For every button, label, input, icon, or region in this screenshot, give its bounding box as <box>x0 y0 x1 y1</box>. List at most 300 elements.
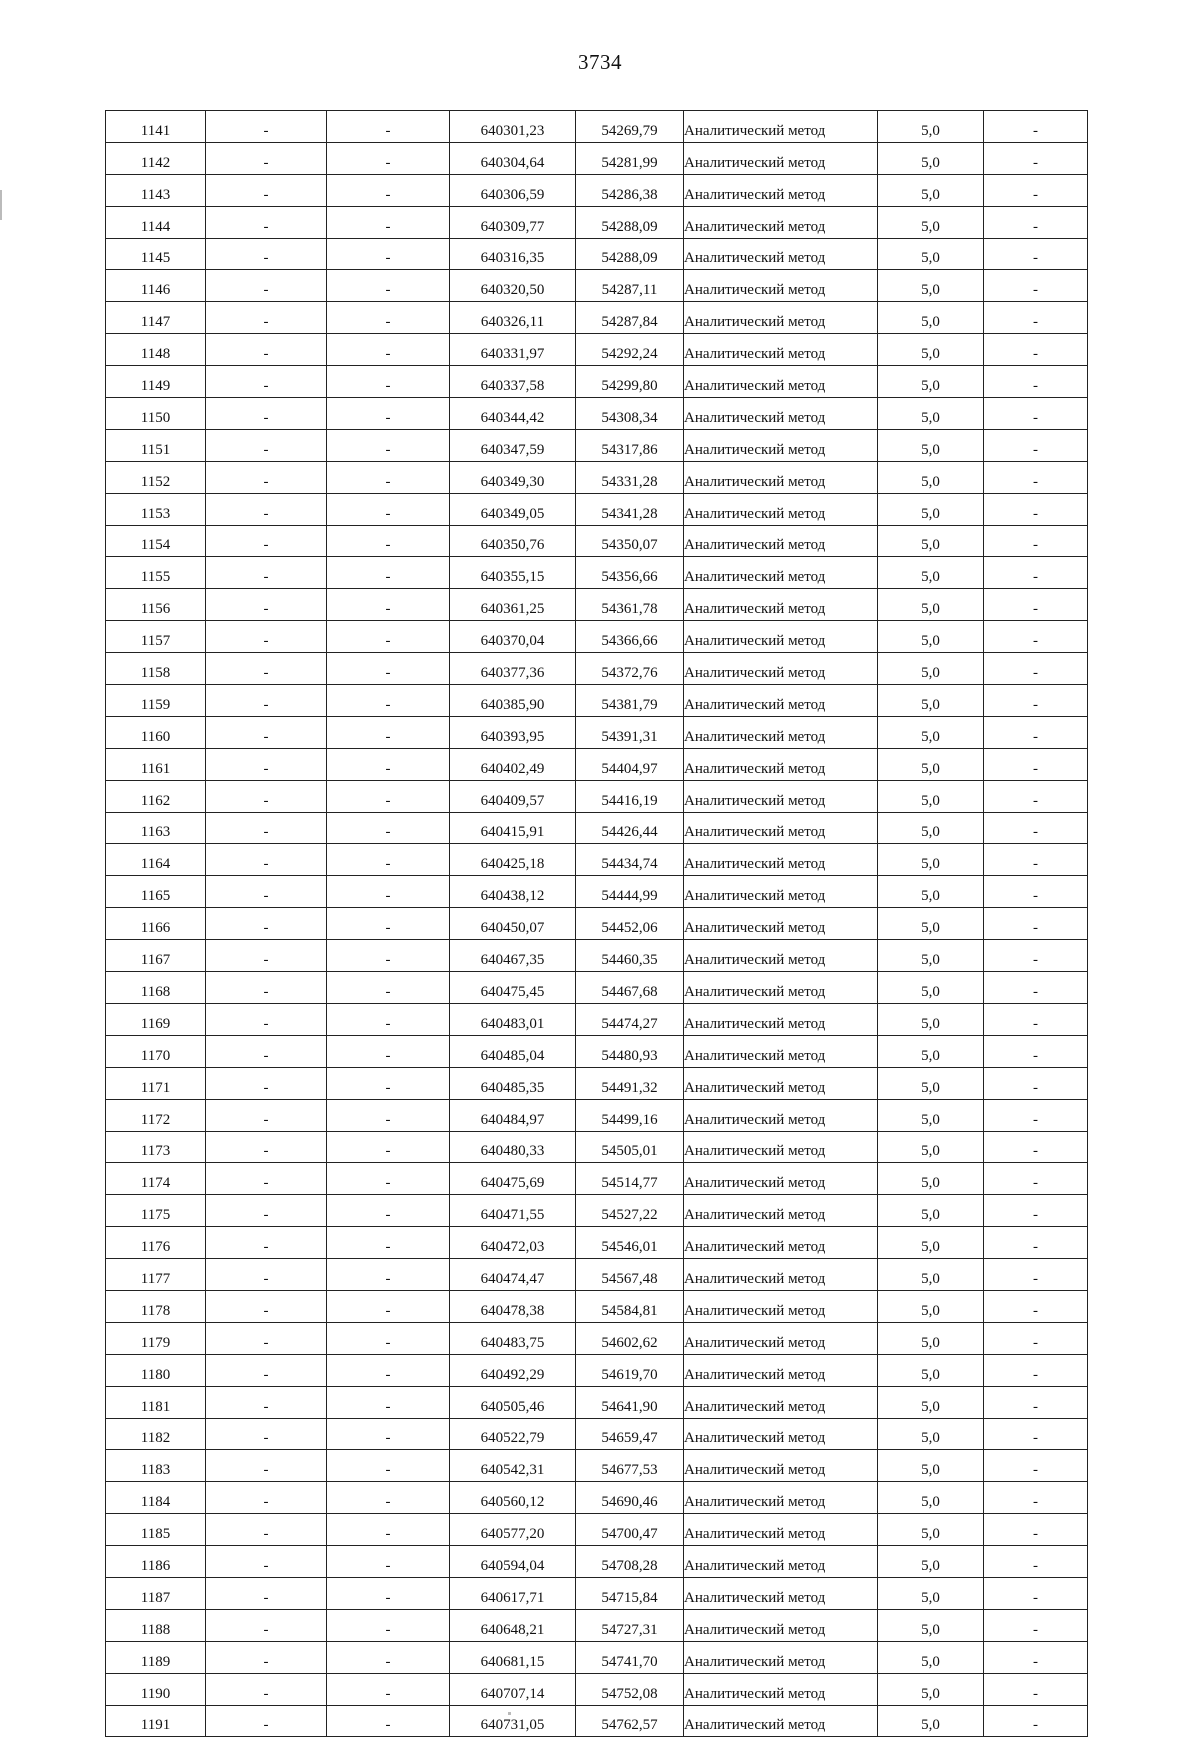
y-coordinate-cell: 54341,28 <box>576 493 684 525</box>
method-cell: Аналитический метод <box>684 1099 878 1131</box>
accuracy-cell: 5,0 <box>878 1099 984 1131</box>
y-coordinate-cell: 54292,24 <box>576 334 684 366</box>
x-coordinate-cell: 640560,12 <box>450 1482 576 1514</box>
table-row <box>106 398 1088 430</box>
method-cell: Аналитический метод <box>684 1227 878 1259</box>
x-coordinate-cell: 640301,23 <box>450 111 576 143</box>
y-coordinate-cell: 54480,93 <box>576 1035 684 1067</box>
point-number-cell: 1155 <box>106 557 206 589</box>
table-row <box>106 429 1088 461</box>
x-coordinate-cell: 640347,59 <box>450 429 576 461</box>
col2-cell: - <box>206 621 327 653</box>
table-row <box>106 206 1088 238</box>
col2-cell: - <box>206 1418 327 1450</box>
col3-cell: - <box>327 1195 450 1227</box>
col8-cell: - <box>984 972 1088 1004</box>
col3-cell: - <box>327 557 450 589</box>
x-coordinate-cell: 640393,95 <box>450 716 576 748</box>
col3-cell: - <box>327 1386 450 1418</box>
col8-cell: - <box>984 1641 1088 1673</box>
col8-cell: - <box>984 876 1088 908</box>
point-number-cell: 1152 <box>106 461 206 493</box>
method-cell: Аналитический метод <box>684 844 878 876</box>
col3-cell: - <box>327 111 450 143</box>
point-number-cell: 1151 <box>106 429 206 461</box>
table-row <box>106 1322 1088 1354</box>
y-coordinate-cell: 54426,44 <box>576 812 684 844</box>
method-cell: Аналитический метод <box>684 621 878 653</box>
col8-cell: - <box>984 716 1088 748</box>
y-coordinate-cell: 54741,70 <box>576 1641 684 1673</box>
accuracy-cell: 5,0 <box>878 270 984 302</box>
point-number-cell: 1190 <box>106 1673 206 1705</box>
col8-cell: - <box>984 1514 1088 1546</box>
col2-cell: - <box>206 1131 327 1163</box>
y-coordinate-cell: 54752,08 <box>576 1673 684 1705</box>
col8-cell: - <box>984 174 1088 206</box>
accuracy-cell: 5,0 <box>878 685 984 717</box>
y-coordinate-cell: 54269,79 <box>576 111 684 143</box>
x-coordinate-cell: 640522,79 <box>450 1418 576 1450</box>
x-coordinate-cell: 640409,57 <box>450 780 576 812</box>
accuracy-cell: 5,0 <box>878 1227 984 1259</box>
col3-cell: - <box>327 1514 450 1546</box>
y-coordinate-cell: 54381,79 <box>576 685 684 717</box>
method-cell: Аналитический метод <box>684 1482 878 1514</box>
col8-cell: - <box>984 334 1088 366</box>
x-coordinate-cell: 640361,25 <box>450 589 576 621</box>
accuracy-cell: 5,0 <box>878 1609 984 1641</box>
point-number-cell: 1171 <box>106 1067 206 1099</box>
y-coordinate-cell: 54584,81 <box>576 1290 684 1322</box>
point-number-cell: 1156 <box>106 589 206 621</box>
table-row <box>106 461 1088 493</box>
x-coordinate-cell: 640478,38 <box>450 1290 576 1322</box>
col2-cell: - <box>206 111 327 143</box>
y-coordinate-cell: 54499,16 <box>576 1099 684 1131</box>
x-coordinate-cell: 640415,91 <box>450 812 576 844</box>
col3-cell: - <box>327 206 450 238</box>
accuracy-cell: 5,0 <box>878 1514 984 1546</box>
point-number-cell: 1191 <box>106 1705 206 1737</box>
point-number-cell: 1141 <box>106 111 206 143</box>
col8-cell: - <box>984 1450 1088 1482</box>
table-row <box>106 1418 1088 1450</box>
y-coordinate-cell: 54416,19 <box>576 780 684 812</box>
table-row <box>106 621 1088 653</box>
method-cell: Аналитический метод <box>684 398 878 430</box>
table-row <box>106 525 1088 557</box>
accuracy-cell: 5,0 <box>878 716 984 748</box>
method-cell: Аналитический метод <box>684 429 878 461</box>
point-number-cell: 1167 <box>106 940 206 972</box>
table-row <box>106 1705 1088 1737</box>
col3-cell: - <box>327 1259 450 1291</box>
x-coordinate-cell: 640484,97 <box>450 1099 576 1131</box>
col8-cell: - <box>984 1259 1088 1291</box>
col3-cell: - <box>327 1673 450 1705</box>
table-row <box>106 1609 1088 1641</box>
col2-cell: - <box>206 1450 327 1482</box>
table-row <box>106 1482 1088 1514</box>
x-coordinate-cell: 640425,18 <box>450 844 576 876</box>
accuracy-cell: 5,0 <box>878 1035 984 1067</box>
method-cell: Аналитический метод <box>684 111 878 143</box>
point-number-cell: 1170 <box>106 1035 206 1067</box>
method-cell: Аналитический метод <box>684 812 878 844</box>
col3-cell: - <box>327 1609 450 1641</box>
accuracy-cell: 5,0 <box>878 748 984 780</box>
y-coordinate-cell: 54727,31 <box>576 1609 684 1641</box>
col3-cell: - <box>327 1450 450 1482</box>
point-number-cell: 1178 <box>106 1290 206 1322</box>
y-coordinate-cell: 54317,86 <box>576 429 684 461</box>
point-number-cell: 1148 <box>106 334 206 366</box>
col2-cell: - <box>206 1577 327 1609</box>
x-coordinate-cell: 640471,55 <box>450 1195 576 1227</box>
method-cell: Аналитический метод <box>684 716 878 748</box>
col8-cell: - <box>984 1099 1088 1131</box>
table-row <box>106 1067 1088 1099</box>
col3-cell: - <box>327 876 450 908</box>
point-number-cell: 1182 <box>106 1418 206 1450</box>
method-cell: Аналитический метод <box>684 366 878 398</box>
accuracy-cell: 5,0 <box>878 1163 984 1195</box>
accuracy-cell: 5,0 <box>878 1450 984 1482</box>
accuracy-cell: 5,0 <box>878 366 984 398</box>
col2-cell: - <box>206 780 327 812</box>
y-coordinate-cell: 54350,07 <box>576 525 684 557</box>
accuracy-cell: 5,0 <box>878 940 984 972</box>
col8-cell: - <box>984 621 1088 653</box>
col8-cell: - <box>984 589 1088 621</box>
col3-cell: - <box>327 174 450 206</box>
col3-cell: - <box>327 972 450 1004</box>
accuracy-cell: 5,0 <box>878 111 984 143</box>
col8-cell: - <box>984 461 1088 493</box>
col2-cell: - <box>206 525 327 557</box>
col8-cell: - <box>984 111 1088 143</box>
col2-cell: - <box>206 1259 327 1291</box>
table-row <box>106 748 1088 780</box>
col2-cell: - <box>206 493 327 525</box>
x-coordinate-cell: 640344,42 <box>450 398 576 430</box>
method-cell: Аналитический метод <box>684 1003 878 1035</box>
col8-cell: - <box>984 1003 1088 1035</box>
col8-cell: - <box>984 142 1088 174</box>
col2-cell: - <box>206 174 327 206</box>
point-number-cell: 1161 <box>106 748 206 780</box>
x-coordinate-cell: 640505,46 <box>450 1386 576 1418</box>
table-row <box>106 142 1088 174</box>
accuracy-cell: 5,0 <box>878 1131 984 1163</box>
x-coordinate-cell: 640450,07 <box>450 908 576 940</box>
accuracy-cell: 5,0 <box>878 429 984 461</box>
col3-cell: - <box>327 748 450 780</box>
col2-cell: - <box>206 461 327 493</box>
point-number-cell: 1145 <box>106 238 206 270</box>
point-number-cell: 1176 <box>106 1227 206 1259</box>
x-coordinate-cell: 640350,76 <box>450 525 576 557</box>
col8-cell: - <box>984 1673 1088 1705</box>
method-cell: Аналитический метод <box>684 685 878 717</box>
col3-cell: - <box>327 334 450 366</box>
table-row <box>106 1035 1088 1067</box>
col3-cell: - <box>327 844 450 876</box>
col3-cell: - <box>327 908 450 940</box>
point-number-cell: 1174 <box>106 1163 206 1195</box>
y-coordinate-cell: 54372,76 <box>576 653 684 685</box>
x-coordinate-cell: 640385,90 <box>450 685 576 717</box>
table-row <box>106 302 1088 334</box>
point-number-cell: 1146 <box>106 270 206 302</box>
y-coordinate-cell: 54452,06 <box>576 908 684 940</box>
y-coordinate-cell: 54567,48 <box>576 1259 684 1291</box>
method-cell: Аналитический метод <box>684 557 878 589</box>
point-number-cell: 1172 <box>106 1099 206 1131</box>
col3-cell: - <box>327 461 450 493</box>
x-coordinate-cell: 640617,71 <box>450 1577 576 1609</box>
accuracy-cell: 5,0 <box>878 844 984 876</box>
method-cell: Аналитический метод <box>684 334 878 366</box>
col3-cell: - <box>327 685 450 717</box>
method-cell: Аналитический метод <box>684 1673 878 1705</box>
col3-cell: - <box>327 1354 450 1386</box>
x-coordinate-cell: 640483,01 <box>450 1003 576 1035</box>
x-coordinate-cell: 640731,05 <box>450 1705 576 1737</box>
y-coordinate-cell: 54444,99 <box>576 876 684 908</box>
col2-cell: - <box>206 844 327 876</box>
col3-cell: - <box>327 1546 450 1578</box>
x-coordinate-cell: 640492,29 <box>450 1354 576 1386</box>
accuracy-cell: 5,0 <box>878 621 984 653</box>
method-cell: Аналитический метод <box>684 1705 878 1737</box>
col3-cell: - <box>327 716 450 748</box>
accuracy-cell: 5,0 <box>878 1067 984 1099</box>
y-coordinate-cell: 54700,47 <box>576 1514 684 1546</box>
col2-cell: - <box>206 557 327 589</box>
table-row <box>106 972 1088 1004</box>
col3-cell: - <box>327 429 450 461</box>
method-cell: Аналитический метод <box>684 1131 878 1163</box>
col8-cell: - <box>984 398 1088 430</box>
col2-cell: - <box>206 1035 327 1067</box>
method-cell: Аналитический метод <box>684 174 878 206</box>
x-coordinate-cell: 640475,69 <box>450 1163 576 1195</box>
col8-cell: - <box>984 1035 1088 1067</box>
col8-cell: - <box>984 653 1088 685</box>
col2-cell: - <box>206 1163 327 1195</box>
col2-cell: - <box>206 812 327 844</box>
y-coordinate-cell: 54299,80 <box>576 366 684 398</box>
accuracy-cell: 5,0 <box>878 238 984 270</box>
accuracy-cell: 5,0 <box>878 589 984 621</box>
x-coordinate-cell: 640594,04 <box>450 1546 576 1578</box>
x-coordinate-cell: 640355,15 <box>450 557 576 589</box>
method-cell: Аналитический метод <box>684 780 878 812</box>
x-coordinate-cell: 640472,03 <box>450 1227 576 1259</box>
col3-cell: - <box>327 1227 450 1259</box>
table-row <box>106 844 1088 876</box>
col3-cell: - <box>327 1705 450 1737</box>
method-cell: Аналитический метод <box>684 653 878 685</box>
col2-cell: - <box>206 302 327 334</box>
point-number-cell: 1163 <box>106 812 206 844</box>
point-number-cell: 1158 <box>106 653 206 685</box>
col8-cell: - <box>984 238 1088 270</box>
point-number-cell: 1154 <box>106 525 206 557</box>
page-number: 3734 <box>578 50 622 74</box>
point-number-cell: 1177 <box>106 1259 206 1291</box>
col8-cell: - <box>984 1290 1088 1322</box>
col2-cell: - <box>206 429 327 461</box>
col2-cell: - <box>206 206 327 238</box>
col2-cell: - <box>206 1290 327 1322</box>
col8-cell: - <box>984 1354 1088 1386</box>
y-coordinate-cell: 54602,62 <box>576 1322 684 1354</box>
method-cell: Аналитический метод <box>684 1450 878 1482</box>
table-row <box>106 1546 1088 1578</box>
col2-cell: - <box>206 1099 327 1131</box>
col3-cell: - <box>327 1641 450 1673</box>
col8-cell: - <box>984 1577 1088 1609</box>
col8-cell: - <box>984 1195 1088 1227</box>
y-coordinate-cell: 54546,01 <box>576 1227 684 1259</box>
col3-cell: - <box>327 589 450 621</box>
y-coordinate-cell: 54619,70 <box>576 1354 684 1386</box>
y-coordinate-cell: 54460,35 <box>576 940 684 972</box>
table-row <box>106 334 1088 366</box>
x-coordinate-cell: 640467,35 <box>450 940 576 972</box>
method-cell: Аналитический метод <box>684 206 878 238</box>
point-number-cell: 1159 <box>106 685 206 717</box>
col3-cell: - <box>327 940 450 972</box>
method-cell: Аналитический метод <box>684 1195 878 1227</box>
col8-cell: - <box>984 1546 1088 1578</box>
point-number-cell: 1187 <box>106 1577 206 1609</box>
method-cell: Аналитический метод <box>684 748 878 780</box>
x-coordinate-cell: 640320,50 <box>450 270 576 302</box>
table-row <box>106 653 1088 685</box>
method-cell: Аналитический метод <box>684 1577 878 1609</box>
x-coordinate-cell: 640304,64 <box>450 142 576 174</box>
table-row <box>106 174 1088 206</box>
table-row <box>106 1514 1088 1546</box>
table-row <box>106 1450 1088 1482</box>
method-cell: Аналитический метод <box>684 461 878 493</box>
x-coordinate-cell: 640377,36 <box>450 653 576 685</box>
table-row <box>106 716 1088 748</box>
table-row <box>106 1673 1088 1705</box>
col8-cell: - <box>984 940 1088 972</box>
method-cell: Аналитический метод <box>684 1641 878 1673</box>
accuracy-cell: 5,0 <box>878 653 984 685</box>
x-coordinate-cell: 640475,45 <box>450 972 576 1004</box>
table-row <box>106 270 1088 302</box>
col8-cell: - <box>984 1386 1088 1418</box>
col8-cell: - <box>984 1131 1088 1163</box>
accuracy-cell: 5,0 <box>878 972 984 1004</box>
point-number-cell: 1184 <box>106 1482 206 1514</box>
method-cell: Аналитический метод <box>684 876 878 908</box>
col3-cell: - <box>327 621 450 653</box>
method-cell: Аналитический метод <box>684 1290 878 1322</box>
table-row <box>106 1163 1088 1195</box>
table-row <box>106 589 1088 621</box>
y-coordinate-cell: 54690,46 <box>576 1482 684 1514</box>
accuracy-cell: 5,0 <box>878 1577 984 1609</box>
table-row <box>106 557 1088 589</box>
col2-cell: - <box>206 748 327 780</box>
accuracy-cell: 5,0 <box>878 1705 984 1737</box>
x-coordinate-cell: 640542,31 <box>450 1450 576 1482</box>
col2-cell: - <box>206 876 327 908</box>
col3-cell: - <box>327 780 450 812</box>
point-number-cell: 1179 <box>106 1322 206 1354</box>
x-coordinate-cell: 640349,30 <box>450 461 576 493</box>
table-row <box>106 1099 1088 1131</box>
table-row <box>106 685 1088 717</box>
col8-cell: - <box>984 1705 1088 1737</box>
x-coordinate-cell: 640402,49 <box>450 748 576 780</box>
col2-cell: - <box>206 1386 327 1418</box>
col8-cell: - <box>984 493 1088 525</box>
accuracy-cell: 5,0 <box>878 1418 984 1450</box>
accuracy-cell: 5,0 <box>878 398 984 430</box>
y-coordinate-cell: 54288,09 <box>576 238 684 270</box>
accuracy-cell: 5,0 <box>878 493 984 525</box>
col2-cell: - <box>206 1546 327 1578</box>
point-number-cell: 1160 <box>106 716 206 748</box>
x-coordinate-cell: 640331,97 <box>450 334 576 366</box>
col3-cell: - <box>327 366 450 398</box>
method-cell: Аналитический метод <box>684 270 878 302</box>
col2-cell: - <box>206 1514 327 1546</box>
point-number-cell: 1173 <box>106 1131 206 1163</box>
table-row <box>106 493 1088 525</box>
table-row <box>106 1003 1088 1035</box>
point-number-cell: 1153 <box>106 493 206 525</box>
x-coordinate-cell: 640370,04 <box>450 621 576 653</box>
point-number-cell: 1157 <box>106 621 206 653</box>
col2-cell: - <box>206 1195 327 1227</box>
col3-cell: - <box>327 302 450 334</box>
col3-cell: - <box>327 142 450 174</box>
accuracy-cell: 5,0 <box>878 302 984 334</box>
method-cell: Аналитический метод <box>684 302 878 334</box>
y-coordinate-cell: 54762,57 <box>576 1705 684 1737</box>
col2-cell: - <box>206 1482 327 1514</box>
y-coordinate-cell: 54366,66 <box>576 621 684 653</box>
table-row <box>106 876 1088 908</box>
point-number-cell: 1185 <box>106 1514 206 1546</box>
accuracy-cell: 5,0 <box>878 1003 984 1035</box>
y-coordinate-cell: 54715,84 <box>576 1577 684 1609</box>
table-row <box>106 1259 1088 1291</box>
accuracy-cell: 5,0 <box>878 1259 984 1291</box>
table-row <box>106 940 1088 972</box>
col8-cell: - <box>984 206 1088 238</box>
col3-cell: - <box>327 1163 450 1195</box>
point-number-cell: 1181 <box>106 1386 206 1418</box>
x-coordinate-cell: 640577,20 <box>450 1514 576 1546</box>
method-cell: Аналитический метод <box>684 1418 878 1450</box>
table-row <box>106 1290 1088 1322</box>
point-number-cell: 1188 <box>106 1609 206 1641</box>
point-number-cell: 1143 <box>106 174 206 206</box>
x-coordinate-cell: 640326,11 <box>450 302 576 334</box>
col3-cell: - <box>327 270 450 302</box>
